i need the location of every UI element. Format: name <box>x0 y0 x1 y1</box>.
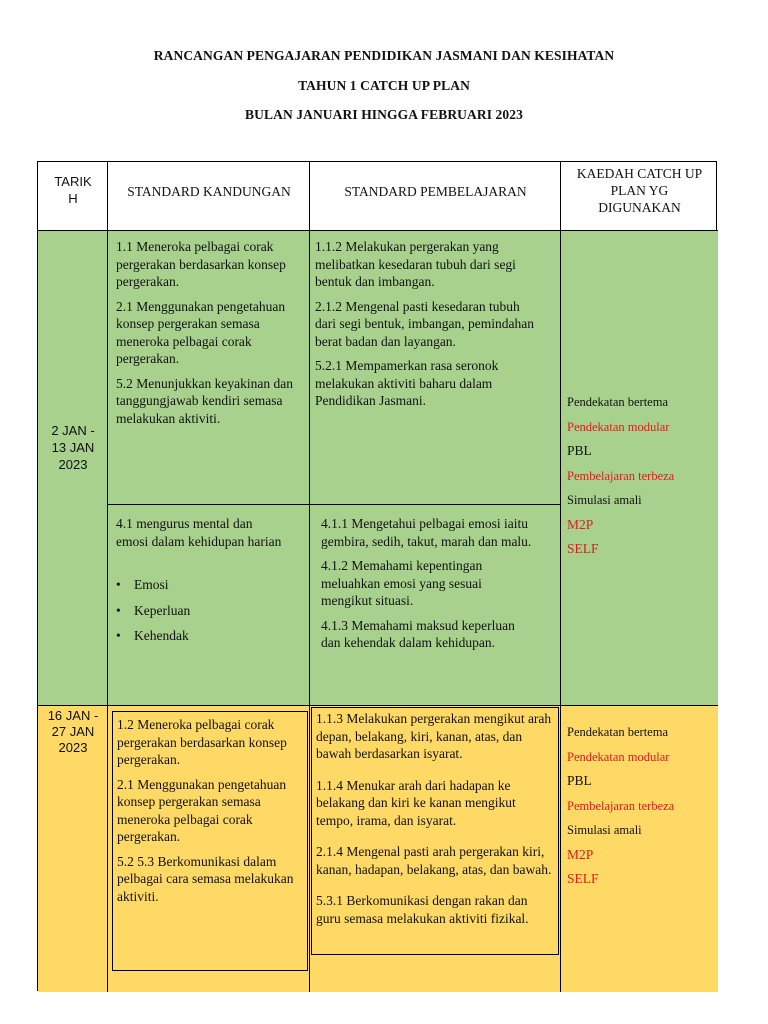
kaedah-item: Pembelajaran terbeza <box>567 468 675 483</box>
row1-sk-block1 <box>108 231 310 505</box>
sk-intro: 4.1 mengurus mental dan emosi dalam kehidupan harian <box>116 516 282 549</box>
row2-date-line2: 27 JAN <box>51 724 95 739</box>
sp-item: 4.1.3 Memahami maksud keperluan dan kehendak dalam kehidupan. <box>321 617 515 650</box>
bullet-icon: • <box>116 602 121 618</box>
kaedah-item: PBL <box>567 443 592 458</box>
document-title: RANCANGAN PENGAJARAN PENDIDIKAN JASMANI DAN KESIHATAN <box>153 48 615 63</box>
sk-bullet-text: Emosi <box>134 577 169 592</box>
sk-item: 5.2 5.3 Berkomunikasi dalam pelbagai cara semasa melakukan aktiviti. <box>117 853 294 904</box>
sp-item: 2.1.2 Mengenal pasti kesedaran tubuh dari segi bentuk, imbangan, pemindahan berat badan dan layangan. <box>315 298 534 349</box>
row1-date-line1: 2 JAN - <box>51 423 95 438</box>
header-kaedah-line2: PLAN YG <box>610 183 669 198</box>
kaedah-item: PBL <box>567 773 592 788</box>
sk-bullet-text: Keperluan <box>134 602 191 618</box>
header-tarikh-line1: TARIK <box>54 174 92 189</box>
bullet-icon: • <box>116 628 121 643</box>
header-kaedah-line3: DIGUNAKAN <box>598 200 681 215</box>
sk-item: 2.1 Menggunakan pengetahuan konsep pergerakan semasa meneroka pelbagai corak pergerakan. <box>116 298 286 366</box>
row2-date-cell <box>38 706 108 992</box>
plan-table <box>37 161 717 991</box>
row2-date-line3: 2023 <box>58 740 88 755</box>
row1-date-line3: 2023 <box>58 457 88 472</box>
sp-item: 1.1.3 Melakukan pergerakan mengikut arah depan, belakang, kiri, kanan, atas, dan bawah berdasarkan isyarat. <box>316 711 552 761</box>
kaedah-item: Simulasi amali <box>567 823 642 837</box>
sp-item: 1.1.2 Melakukan pergerakan yang melibatkan kesedaran tubuh dari segi bentuk dan imbangan. <box>315 239 516 289</box>
header-sk-label: STANDARD KANDUNGAN <box>127 184 291 199</box>
row1-date-line2: 13 JAN <box>51 440 95 455</box>
sp-item: 5.2.1 Mempamerkan rasa seronok melakukan aktiviti baharu dalam Pendidikan Jasmani. <box>315 358 499 408</box>
document-subtitle: TAHUN 1 CATCH UP PLAN <box>298 78 470 93</box>
header-sp-label: STANDARD PEMBELAJARAN <box>344 184 527 199</box>
kaedah-item: Pendekatan bertema <box>567 725 668 739</box>
sk-item: 2.1 Menggunakan pengetahuan konsep pergerakan semasa meneroka pelbagai corak pergerakan. <box>117 776 287 844</box>
header-kaedah <box>561 162 718 231</box>
kaedah-item: SELF <box>567 871 599 886</box>
header-standard-kandungan <box>108 162 310 231</box>
header-tarikh <box>38 162 108 231</box>
sp-item: 1.1.4 Menukar arah dari hadapan ke belakang dan kiri ke kanan mengikut tempo, irama, dan isyarat. <box>316 777 516 828</box>
header-tarikh-line2: H <box>68 191 78 206</box>
sk-bullet-item <box>116 576 286 594</box>
sk-bullet-text: Kehendak <box>134 628 189 643</box>
sk-bullet-item <box>116 602 286 620</box>
kaedah-item: Pendekatan modular <box>567 419 670 434</box>
row1-kaedah-cell <box>561 231 718 706</box>
sk-item: 5.2 Menunjukkan keyakinan dan tanggungjawab kendiri semasa melakukan aktiviti. <box>116 375 293 426</box>
kaedah-item: Pendekatan modular <box>567 749 670 764</box>
row2-sk-cell <box>108 706 310 992</box>
bullet-icon: • <box>116 577 121 592</box>
sp-item: 5.3.1 Berkomunikasi dengan rakan dan guru semasa melakukan aktiviti fizikal. <box>316 893 529 926</box>
sp-item: 2.1.4 Mengenal pasti arah pergerakan kiri, kanan, hadapan, belakang, atas, dan bawah. <box>316 844 552 877</box>
sk-item: 1.2 Meneroka pelbagai corak pergerakan berdasarkan konsep pergerakan. <box>117 717 287 767</box>
row2-date-line1: 16 JAN - <box>47 708 99 723</box>
sk-item: 1.1 Meneroka pelbagai corak pergerakan berdasarkan konsep pergerakan. <box>116 239 286 289</box>
kaedah-item: M2P <box>567 516 594 532</box>
kaedah-item: Simulasi amali <box>567 493 642 507</box>
row2-kaedah-cell <box>561 706 718 992</box>
header-kaedah-line1: KAEDAH CATCH UP <box>576 166 703 181</box>
row1-sp-block2 <box>310 505 561 706</box>
row1-date-cell <box>38 231 108 706</box>
row1-sp-block1 <box>310 231 561 505</box>
sk-bullet-item <box>116 627 286 645</box>
kaedah-item: SELF <box>567 541 599 556</box>
kaedah-item: Pendekatan bertema <box>567 395 668 409</box>
kaedah-item: M2P <box>567 846 594 862</box>
document-period: BULAN JANUARI HINGGA FEBRUARI 2023 <box>245 107 523 122</box>
row2-sp-cell <box>310 706 561 992</box>
header-standard-pembelajaran <box>310 162 561 231</box>
sp-item: 4.1.2 Memahami kepentingan meluahkan emosi yang sesuai mengikut situasi. <box>321 558 483 608</box>
row1-sk-block2 <box>108 505 310 706</box>
sp-item: 4.1.1 Mengetahui pelbagai emosi iaitu gembira, sedih, takut, marah dan malu. <box>321 516 532 549</box>
kaedah-item: Pembelajaran terbeza <box>567 798 675 813</box>
